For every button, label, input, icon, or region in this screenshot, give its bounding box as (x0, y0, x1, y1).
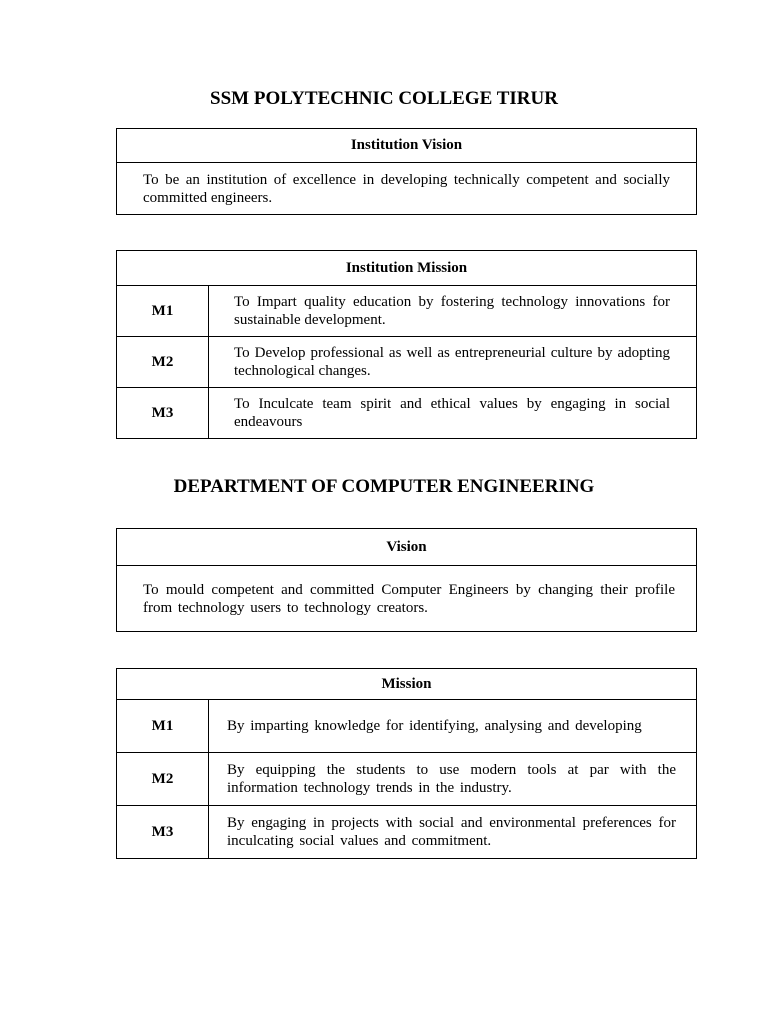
mission-text: By imparting knowledge for identifying, analysing and developing (209, 700, 697, 753)
institution-vision-text: To be an institution of excellence in developing technically competent and socially committed engineers. (117, 163, 697, 215)
mission-code: M2 (117, 337, 209, 388)
department-vision-heading: Vision (117, 529, 697, 566)
mission-text: To Inculcate team spirit and ethical values by engaging in social endeavours (209, 388, 697, 439)
mission-code: M1 (117, 286, 209, 337)
mission-code: M3 (117, 388, 209, 439)
institution-vision-table (116, 128, 697, 215)
college-title: SSM POLYTECHNIC COLLEGE TIRUR (210, 88, 558, 109)
table-row (117, 806, 697, 859)
table-row (117, 388, 697, 439)
institution-mission-heading: Institution Mission (117, 251, 697, 286)
institution-mission-table (116, 250, 697, 439)
table-row (117, 753, 697, 806)
department-vision-text: To mould competent and committed Computer Engineers by changing their profile from technology users to technology creators. (117, 566, 697, 632)
institution-vision-heading: Institution Vision (117, 129, 697, 163)
mission-text: To Impart quality education by fostering technology innovations for sustainable development. (209, 286, 697, 337)
mission-code: M1 (117, 700, 209, 753)
mission-code: M3 (117, 806, 209, 859)
mission-text: By equipping the students to use modern tools at par with the information technology trends in the industry. (209, 753, 697, 806)
department-title: DEPARTMENT OF COMPUTER ENGINEERING (173, 476, 595, 497)
mission-text: By engaging in projects with social and environmental preferences for inculcating social values and commitment. (209, 806, 697, 859)
mission-code: M2 (117, 753, 209, 806)
mission-text: To Develop professional as well as entrepreneurial culture by adopting technological changes. (209, 337, 697, 388)
table-row (117, 286, 697, 337)
department-vision-table (116, 528, 697, 632)
department-mission-heading: Mission (117, 669, 697, 700)
table-row (117, 337, 697, 388)
table-row (117, 700, 697, 753)
department-mission-table (116, 668, 697, 859)
